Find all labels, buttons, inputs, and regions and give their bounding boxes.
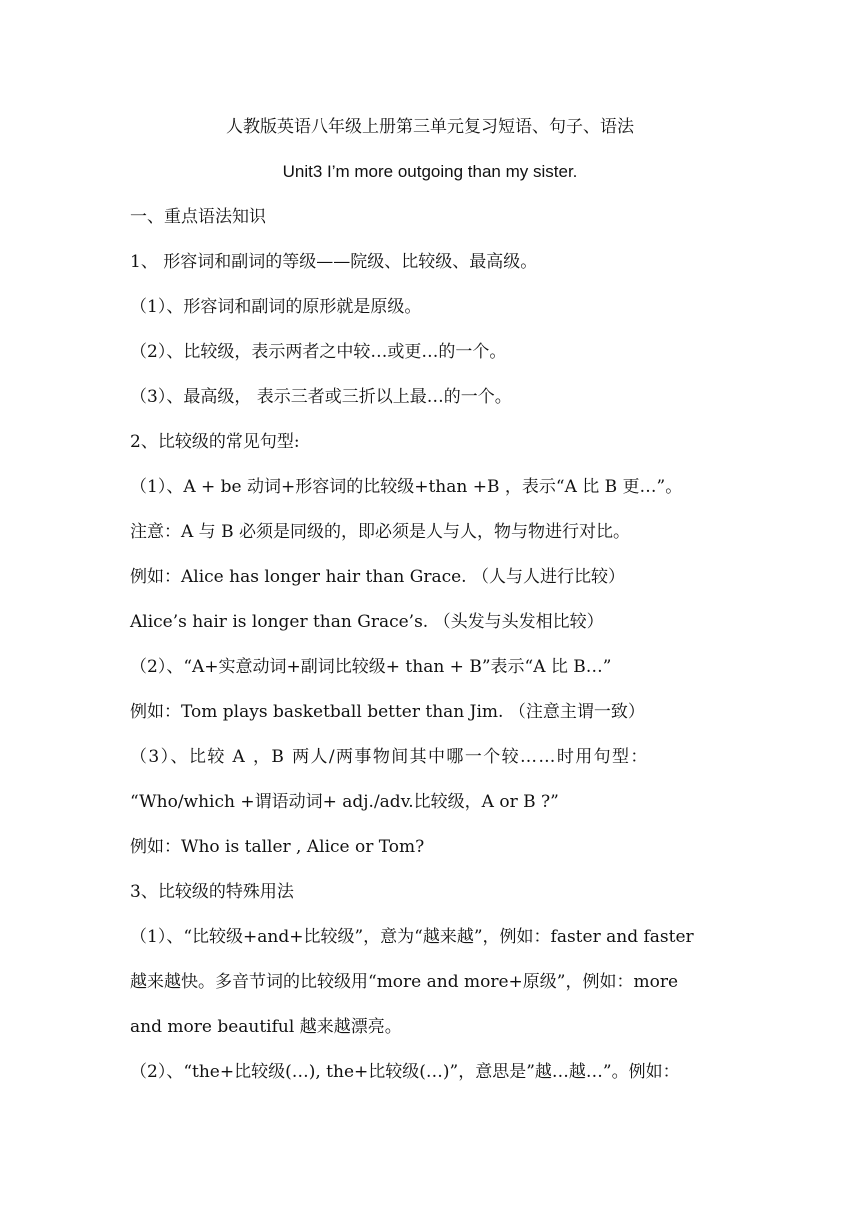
note-line: 注意：A 与 B 必须是同级的，即必须是人与人，物与物进行对比。 — [130, 522, 630, 542]
point-2-heading: 2、比较级的常见句型: — [130, 432, 300, 452]
point-3-item-1-line-3: and more beautiful 越来越漂亮。 — [130, 1017, 402, 1037]
point-2-item-1: （1）、A + be 动词+形容词的比较级+than +B ，表示“A 比 B 更…”。 — [130, 477, 683, 497]
point-3-item-1-line-2: 越来越快。多音节词的比较级用“more and more+原级”，例如：more — [130, 972, 679, 992]
document-title: 人教版英语八年级上册第三单元复习短语、句子、语法 — [226, 117, 634, 137]
document-subtitle: Unit3 I’m more outgoing than my sister. — [282, 162, 578, 181]
section-heading-grammar: 一、重点语法知识 — [130, 207, 266, 227]
point-1-item-2: （2）、比较级，表示两者之中较…或更…的一个。 — [130, 342, 507, 362]
point-2-item-2: （2）、“A+实意动词+副词比较级+ than + B”表示“A 比 B…” — [130, 657, 612, 677]
example-line-1: 例如：Alice has longer hair than Grace. （人与人进行比较） — [130, 567, 625, 587]
question-pattern: “Who/which +谓语动词+ adj./adv.比较级，A or B ?” — [130, 792, 559, 812]
point-1-item-1: （1）、形容词和副词的原形就是原级。 — [130, 297, 422, 317]
point-3-heading: 3、比较级的特殊用法 — [130, 882, 294, 902]
point-1-heading: 1、 形容词和副词的等级——院级、比较级、最高级。 — [130, 252, 538, 272]
example-line-2: Alice’s hair is longer than Grace’s. （头发与头发相比较） — [130, 612, 604, 632]
point-3-item-2: （2）、“the+比较级(…), the+比较级(…)”，意思是”越…越…”。例如： — [130, 1062, 680, 1082]
example-line-4: 例如：Who is taller , Alice or Tom? — [130, 837, 425, 857]
point-3-item-1-line-1: （1）、“比较级+and+比较级”，意为“越来越”，例如：faster and faster — [130, 927, 694, 947]
point-2-item-3: （3）、比较 A ，B 两人/两事物间其中哪一个较……时用句型： — [130, 747, 649, 767]
point-1-item-3: （3）、最高级， 表示三者或三折以上最…的一个。 — [130, 387, 512, 407]
example-line-3: 例如：Tom plays basketball better than Jim. （注意主谓一致） — [130, 702, 645, 722]
